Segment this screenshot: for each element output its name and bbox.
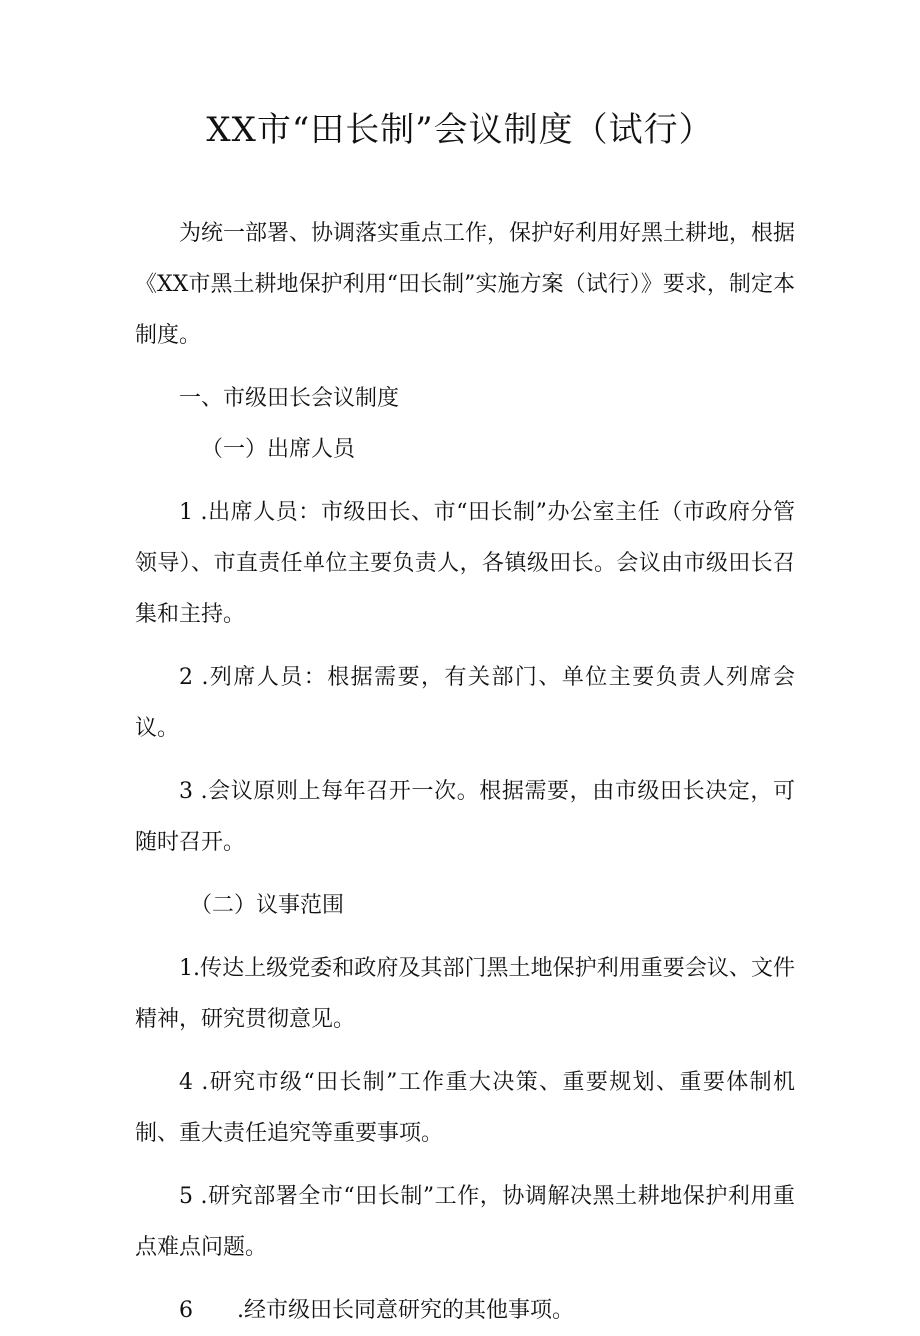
list-item-frequency: 3 .会议原则上每年召开一次。根据需要，由市级田长决定，可随时召开。: [135, 779, 795, 855]
subsection-heading-2: （二）议事范围: [190, 893, 345, 918]
list-item-scope-1: 1.传达上级党委和政府及其部门黑土地保护利用重要会议、文件精神，研究贯彻意见。: [135, 956, 795, 1032]
document-body: [135, 208, 795, 1336]
list-item-scope-5: 5 .研究部署全市“田长制”工作，协调解决黑土耕地保护利用重点难点问题。: [135, 1184, 795, 1260]
intro-paragraph: 为统一部署、协调落实重点工作，保护好利用好黑土耕地，根据《XX市黑土耕地保护利用“田长制”实施方案（试行）》要求，制定本制度。: [135, 221, 796, 348]
list-item-observers: 2 .列席人员：根据需要，有关部门、单位主要负责人列席会议。: [135, 665, 795, 741]
document-title: XX市“田长制”会议制度（试行）: [206, 110, 714, 150]
list-item-scope-4: 4 .研究市级“田长制”工作重大决策、重要规划、重要体制机制、重大责任追究等重要事项。: [135, 1070, 795, 1146]
list-item-attendees: 1 .出席人员：市级田长、市“田长制”办公室主任（市政府分管领导）、市直责任单位主要负责人，各镇级田长。会议由市级田长召集和主持。: [135, 500, 795, 627]
section-heading-1: 一、市级田长会议制度: [179, 386, 400, 411]
list-item-scope-6: 6 .经市级田长同意研究的其他事项。: [179, 1298, 574, 1323]
subsection-heading-1: （一）出席人员: [201, 437, 356, 462]
